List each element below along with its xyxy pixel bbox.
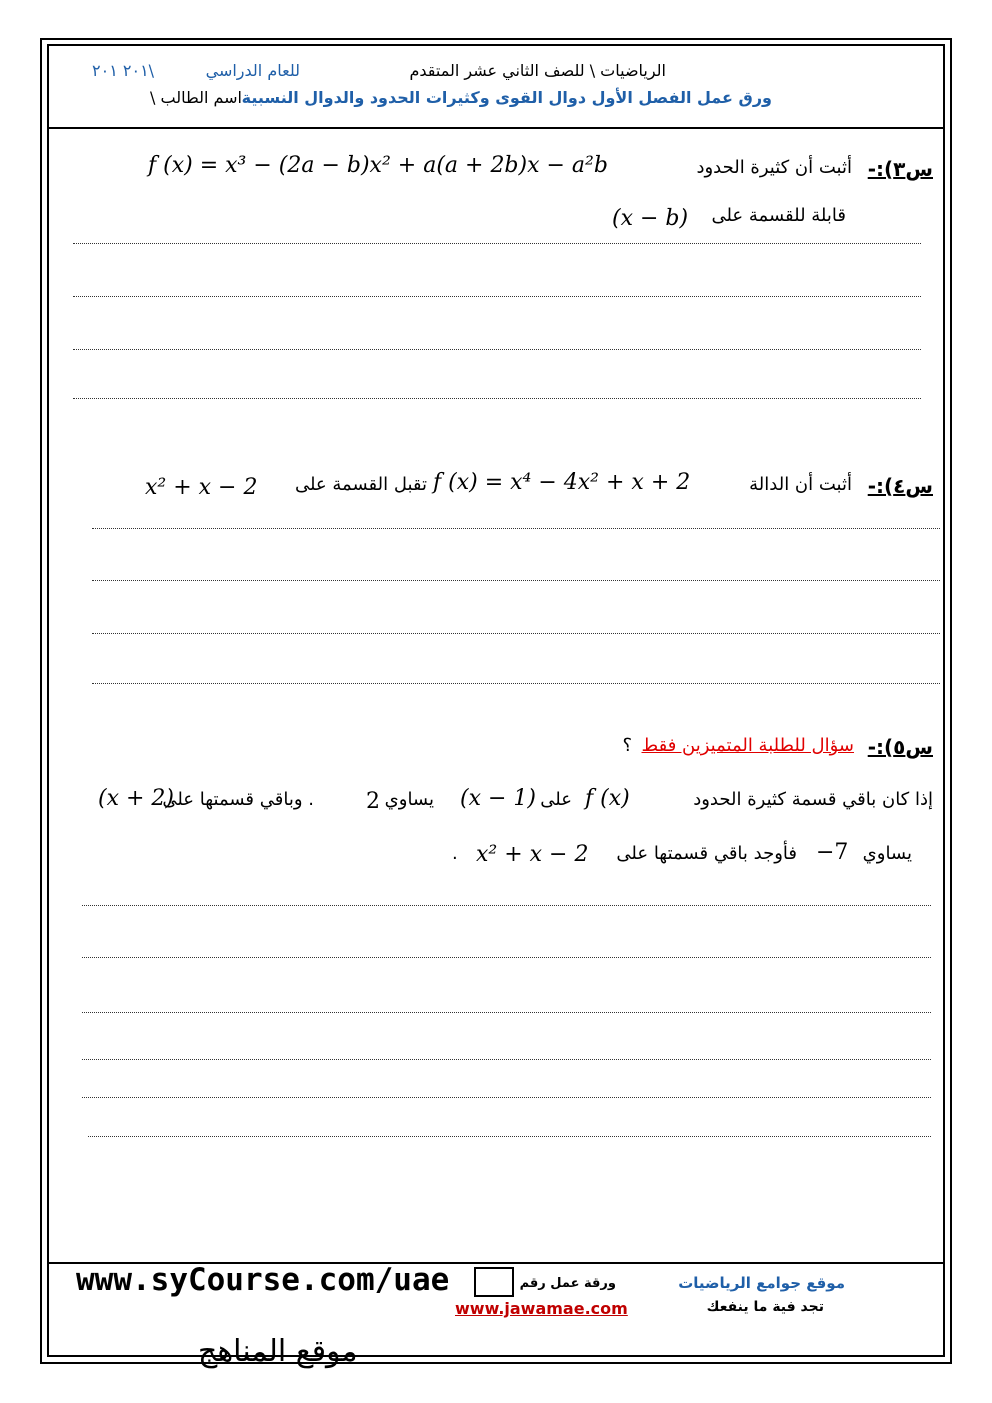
q5-line1-c: يساوي	[384, 789, 434, 810]
q5-line2-b: فأوجد باقي قسمتها على	[616, 843, 797, 864]
q3-label: س٣):-	[867, 157, 933, 181]
q4-formula: f (x) = x⁴ − 4x² + x + 2	[433, 470, 691, 495]
q4-label: س٤):-	[867, 474, 933, 498]
q5-line2-a: يساوي	[862, 843, 912, 864]
q4-divisor: x² + x − 2	[145, 475, 258, 500]
q3-formula: f (x) = x³ − (2a − b)x² + a(a + 2b)x − a²b	[148, 153, 608, 178]
q5-label: س٥):-	[867, 735, 933, 759]
answer-line	[73, 296, 921, 297]
q5-line1-b: على	[540, 789, 572, 810]
answer-line	[88, 1136, 931, 1137]
header-year-value: ٢٠١ ٢٠١\	[92, 61, 155, 80]
q5-line2-div: x² + x − 2	[476, 842, 589, 867]
q5-fx: f (x)	[585, 786, 630, 811]
q5-val1: 2	[366, 789, 380, 814]
q5-div1: (x − 1)	[460, 786, 536, 811]
q5-line1-d: . وباقي قسمتها على	[162, 789, 314, 810]
answer-line	[82, 1012, 931, 1013]
header-divider	[47, 127, 945, 129]
header-title: ورق عمل الفصل الأول دوال القوى وكثيرات الحدود والدوال النسبية	[241, 88, 772, 107]
answer-line	[73, 398, 921, 399]
answer-line	[92, 683, 940, 684]
manahej-watermark: موقع المناهج	[198, 1334, 358, 1369]
answer-line	[82, 905, 931, 906]
q4-text2: تقبل القسمة على	[294, 474, 427, 495]
page-border-inner	[47, 44, 945, 1357]
answer-line	[82, 1059, 931, 1060]
sycourse-watermark: www.syCourse.com/uae	[76, 1262, 450, 1298]
q5-subtitle: سؤال للطلبة المتميزين فقط	[641, 735, 854, 756]
answer-line	[92, 633, 940, 634]
header-subject: الرياضيات \ للصف الثاني عشر المتقدم	[409, 61, 666, 80]
footer-site-name: موقع جوامع الرياضيات	[678, 1274, 845, 1292]
header-year-label: للعام الدراسي	[205, 61, 300, 80]
q5-div2: (x + 2)	[98, 786, 174, 811]
q5-line1-a: إذا كان باقي قسمة كثيرة الحدود	[693, 789, 933, 810]
header-student-name: اسم الطالب \	[150, 88, 242, 107]
q4-text1: أثبت أن الدالة	[749, 474, 852, 495]
q3-text1: أثبت أن كثيرة الحدود	[696, 157, 852, 178]
q5-line2-val: −7	[816, 840, 849, 865]
q5-question-mark: ؟	[622, 735, 632, 756]
jawamae-link[interactable]: www.jawamae.com	[455, 1299, 628, 1318]
answer-line	[92, 580, 940, 581]
answer-line	[92, 528, 940, 529]
answer-line	[82, 1097, 931, 1098]
answer-line	[73, 243, 921, 244]
q3-text2: قابلة للقسمة على	[711, 205, 846, 226]
worksheet-number-box	[474, 1267, 514, 1297]
q3-divisor: (x − b)	[612, 206, 689, 231]
q5-line2-end: .	[452, 843, 458, 864]
footer-slogan: تجد فية ما ينفعك	[706, 1299, 824, 1315]
answer-line	[73, 349, 921, 350]
worksheet-number-label: ورقة عمل رقم	[519, 1276, 616, 1291]
answer-line	[82, 957, 931, 958]
